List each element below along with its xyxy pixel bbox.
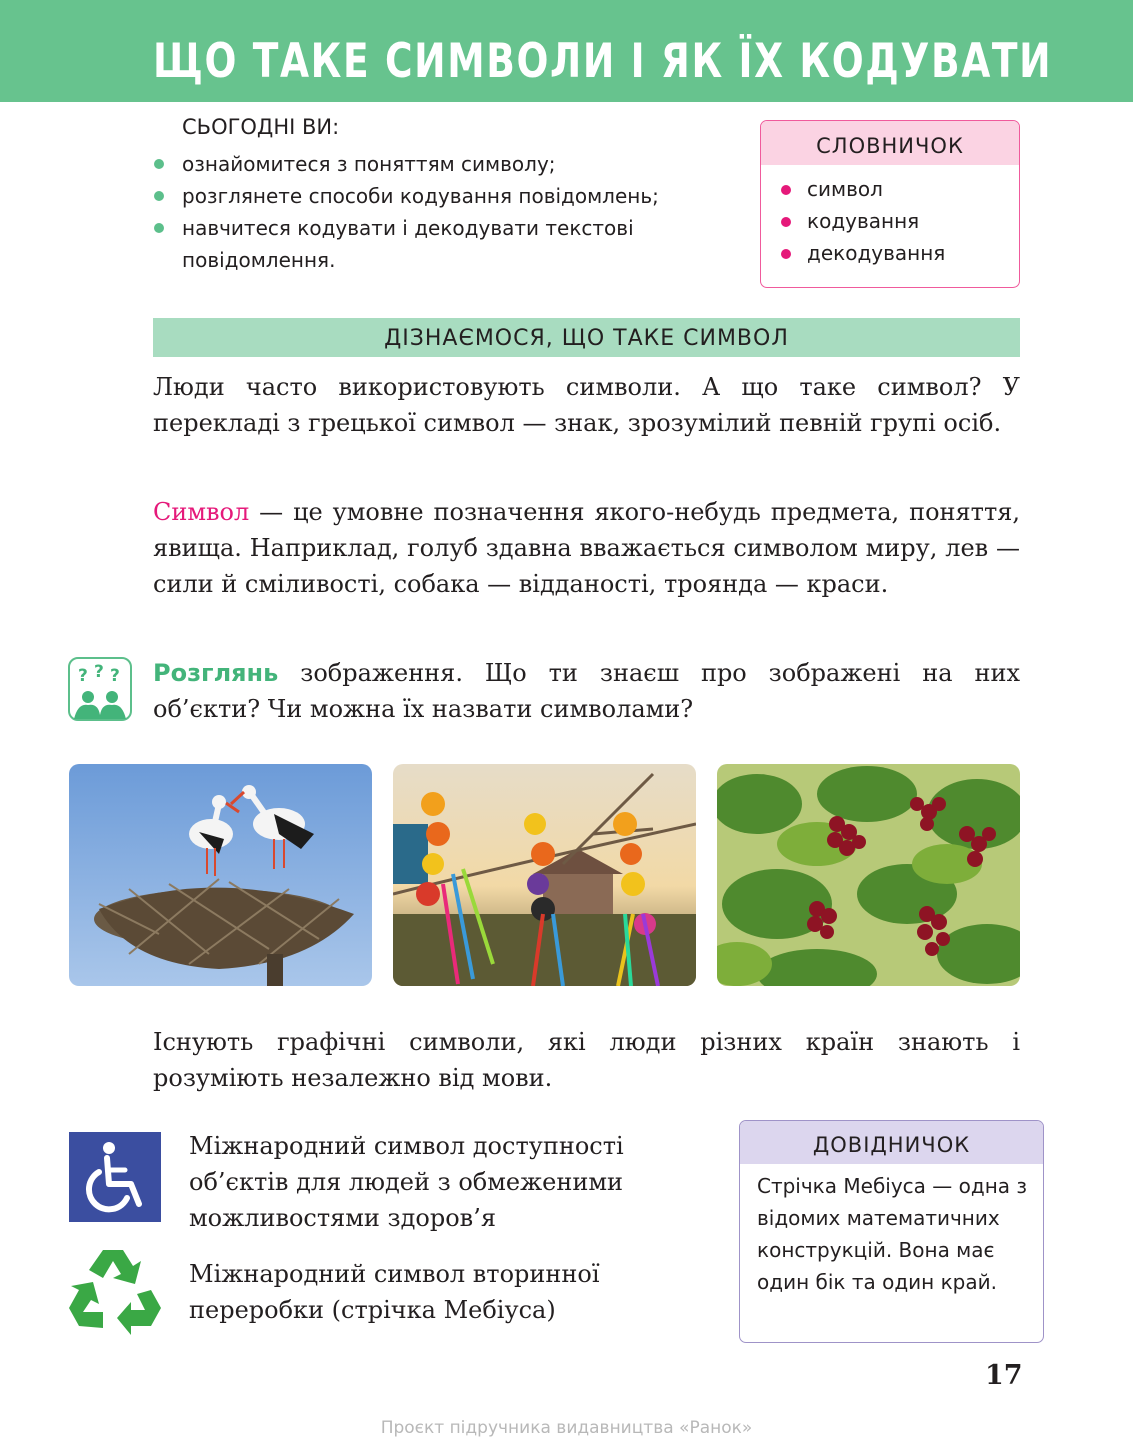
goal-item: навчитеся кодувати і декодувати текстові повідомлення. [152,212,732,276]
dictionary-term: декодування [761,237,1019,269]
bullet-icon [781,185,791,195]
goals-heading: СЬОГОДНІ ВИ: [182,115,340,139]
svg-text:?: ? [94,662,104,682]
recycling-description: Міжнародний символ вторинної переробки (стрічка Мебіуса) [189,1260,600,1324]
page-number: 17 [985,1360,1023,1391]
paragraph-look: Розглянь зображення. Що ти знаєш про зображені на них об’єкти? Чи можна їх назвати символами? [153,659,1020,723]
bullet-icon [781,217,791,227]
bullet-icon [781,249,791,259]
goal-item: розглянете способи кодування повідомлень; [152,180,732,212]
accessibility-description: Міжнародний символ доступності об’єктів для людей з обмеженими можливостями здоров’я [189,1132,624,1232]
wheelchair-icon [69,1132,161,1222]
wreaths-photo [393,764,696,986]
reference-heading: ДОВІДНИЧОК [740,1121,1043,1164]
page-title: ЩО ТАКЕ СИМВОЛИ І ЯК ЇХ КОДУВАТИ [153,34,1053,89]
bullet-icon [154,223,164,233]
dictionary-terms [761,173,1019,269]
svg-text:?: ? [110,666,120,686]
berries-photo [717,764,1020,986]
dictionary-term: символ [761,173,1019,205]
dictionary-heading: СЛОВНИЧОК [761,121,1019,165]
reference-box [739,1120,1044,1343]
bullet-icon [154,159,164,169]
reference-text: Стрічка Мебіуса — одна з відомих математичних конструкцій. Вона має один бік та один край. [757,1174,1028,1294]
recycle-icon [67,1244,163,1336]
storks-photo [69,764,372,986]
svg-text:?: ? [78,666,88,686]
dictionary-box [760,120,1020,288]
discussion-icon [68,657,132,721]
bullet-icon [154,191,164,201]
look-keyword: Розглянь [153,659,279,687]
term-symbol: Символ [153,498,250,526]
footer-note: Проєкт підручника видавництва «Ранок» [380,1418,753,1438]
goals-list [152,148,732,276]
paragraph-definition: Символ — це умовне позначення якого-небудь предмета, поняття, явища. Наприклад, голуб здавна вважається символом миру, лев — сили й сміливості, собака — відданості, троянда — краси. [153,498,1020,598]
section-heading: ДІЗНАЄМОСЯ, ЩО ТАКЕ СИМВОЛ [153,318,1020,357]
paragraph-graphic-symbols: Існують графічні символи, які люди різних країн знають і розуміють незалежно від мови. [153,1028,1020,1092]
paragraph-intro: Люди часто використовують символи. А що таке символ? У перекладі з грецької символ — знак, зрозумілий певній групі осіб. [153,373,1020,437]
dictionary-term: кодування [761,205,1019,237]
goal-item: ознайомитеся з поняттям символу; [152,148,732,180]
